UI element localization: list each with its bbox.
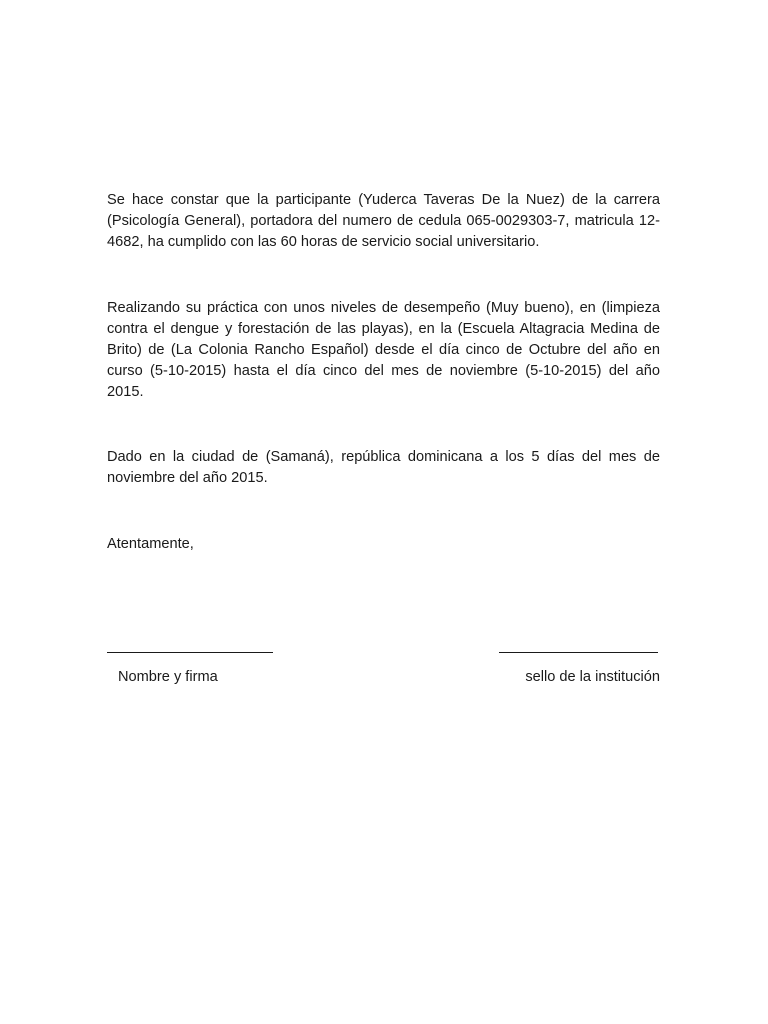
signature-line-left [107, 652, 273, 653]
signature-label-seal: sello de la institución [525, 669, 660, 685]
paragraph-issued-place-date: Dado en la ciudad de (Samaná), república dominicana a los 5 días del mes de noviembre del año 2015. [107, 449, 660, 486]
paragraph-certification: Se hace constar que la participante (Yuderca Taveras De la Nuez) de la carrera (Psicología General), portadora del numero de cedula 065-0029303-7, matricula 12-4682, ha cumplido con las 60 horas de servicio social universitario. [107, 192, 660, 250]
paragraph-practice-details: Realizando su práctica con unos niveles de desempeño (Muy bueno), en (limpieza contra el dengue y forestación de las playas), en la (Escuela Altagracia Medina de Brito) de (La Colonia Rancho Español) desde el día cinco de Octubre del año en curso (5-10-2015) hasta el día cinco del mes de noviembre (5-10-2015) del año 2015. [107, 300, 660, 400]
closing-salutation: Atentamente, [107, 536, 194, 552]
signature-label-name: Nombre y firma [118, 669, 218, 685]
signature-line-right [499, 652, 658, 653]
